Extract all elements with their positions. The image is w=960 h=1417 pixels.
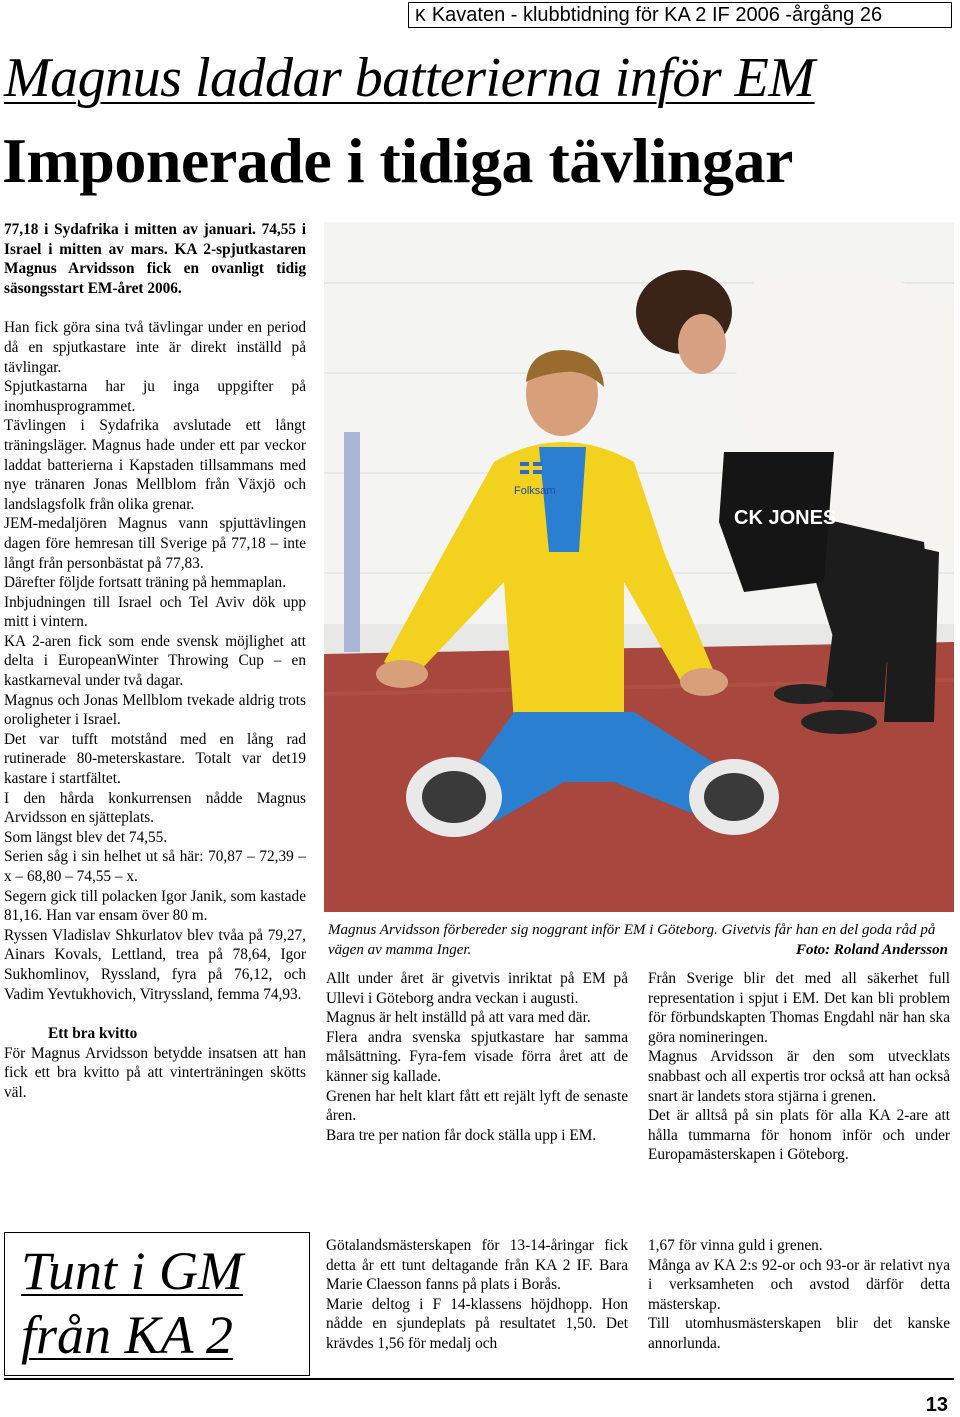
paragraph: Han fick göra sina två tävlingar under en period då en spjutkastare inte är direkt inställd på tävlingar. [4, 319, 306, 376]
paragraph: Det är alltså på sin plats för alla KA 2-are att hålla tummarna för honom inför och under Europamästerskapen i Göteborg. [648, 1107, 950, 1164]
paragraph: Tävlingen i Sydafrika avslutade ett långt träningsläger. Magnus hade under ett par veckor laddat batterierna i Kapstaden tillsammans med nye tränaren Jonas Mellblom från Växjö och landslagsfolk från olika grenar. [4, 417, 306, 513]
bag-text: CK JONES [734, 507, 837, 529]
left-column [4, 220, 306, 1103]
paragraph: Bara tre per nation får dock ställa upp i EM. [326, 1126, 597, 1144]
masthead-letter: K [415, 7, 426, 27]
athlete-photo [324, 222, 954, 912]
paragraph: Ryssen Vladislav Shkurlatov blev tvåa på 79,27, Ainars Kovals, Lettland, trea på 78,64, Igor Sukhomlinov, Ryssland, fyra på 76,12, och Vadim Yevtukhovich, Vitryssland, femma 74,93. [4, 926, 306, 1003]
paragraph: KA 2-aren fick som ende svensk möjlighet att delta i EuropeanWinter Throwing Cup – en kastkarneval under två dagar. [4, 632, 306, 690]
paragraph: Många av KA 2:s 92-or och 93-or är relativt nya i verksamheten och avstod därför detta mästerskap. [648, 1256, 950, 1313]
kicker: Magnus laddar batterierna inför EM [4, 47, 815, 109]
page-number: 13 [925, 1394, 948, 1416]
paragraph: För Magnus Arvidsson betydde insatsen att han fick ett bra kvitto på att vinterträningen skötts väl. [4, 1044, 306, 1101]
gm-middle-column [326, 1236, 628, 1354]
gm-right-column [648, 1236, 950, 1354]
masthead-title: Kavaten - klubbtidning för KA 2 IF 2006 -årgång 26 [431, 4, 883, 26]
subheading: Ett bra kvitto [48, 1025, 138, 1043]
paragraph: Marie deltog i F 14-klassens höjdhopp. Hon nådde en sjundeplats på resultatet 1,50. Det krävdes 1,56 för medalj och [326, 1295, 628, 1352]
gm-headline-box [4, 1232, 310, 1376]
paragraph: Magnus Arvidsson är den som utvecklats snabbast och all expertis tror också att han också snart är landets stora stjärna i grenen. [648, 1048, 950, 1105]
caption-text: Magnus Arvidsson förbereder sig noggrant inför EM i Göteborg. Givetvis får han en del goda råd på vägen av mamma Inger. [328, 922, 936, 958]
bottom-rule [4, 1378, 954, 1380]
headline: Imponerade i tidiga tävlingar [2, 125, 793, 196]
photo-caption [328, 920, 950, 960]
paragraph: Grenen har helt klart fått ett rejält lyft de senaste åren. [326, 1087, 628, 1125]
paragraph: Inbjudningen till Israel och Tel Aviv dök upp mitt i vintern. [4, 593, 306, 631]
photo-illustration [324, 222, 954, 912]
masthead-box [408, 2, 952, 28]
photo-credit: Foto: Roland Andersson [796, 942, 948, 958]
gm-headline-line-2: från KA 2 [21, 1305, 234, 1365]
paragraph: Magnus är helt inställd på att vara med där. [326, 1009, 591, 1027]
middle-column [326, 969, 628, 1145]
paragraph: Serien såg i sin helhet ut så här: 70,87 – 72,39 – x – 68,80 – 74,55 – x. [4, 848, 306, 885]
right-column [648, 969, 950, 1165]
jacket-brand-text: Folksam [514, 485, 556, 497]
lead-paragraph: 77,18 i Sydafrika i mitten av januari. 74,55 i Israel i mitten av mars. KA 2-spjutkastaren Magnus Arvidsson fick en ovanligt tidig säsongsstart EM-året 2006. [4, 221, 306, 297]
paragraph: Därefter följde fortsatt träning på hemmaplan. [4, 574, 287, 592]
paragraph: 1,67 för vinna guld i grenen. [648, 1237, 823, 1254]
paragraph: Det var tufft motstånd med en lång rad rutinerade 80-meterskastare. Totalt var det19 kastare i startfältet. [4, 730, 306, 788]
paragraph: Flera andra svenska spjutkastare har samma målsättning. Fyra-fem visade förra året att de känner sig kallade. [326, 1028, 628, 1085]
gm-headline-line-1: Tunt i GM [21, 1241, 244, 1301]
paragraph: Från Sverige blir det med all säkerhet full representation i spjut i EM. Det kan bli problem för förbundskapten Thomas Engdahl när han ska göra nomineringen. [648, 970, 950, 1046]
paragraph: Segern gick till polacken Igor Janik, som kastade 81,16. Han var ensam över 80 m. [4, 887, 306, 925]
paragraph: I den hårda konkurrensen nådde Magnus Arvidsson en sjätteplats. [4, 789, 306, 827]
paragraph: Till utomhusmästerskapen blir det kanske annorlunda. [648, 1315, 950, 1352]
paragraph: Magnus och Jonas Mellblom tvekade aldrig trots oroligheter i Israel. [4, 691, 306, 729]
paragraph: JEM-medaljören Magnus vann spjuttävlingen dagen före hemresan till Sverige på 77,18 – inte långt från personbästat på 77,83. [4, 515, 306, 572]
paragraph: Götalandsmästerskapen för 13-14-åringar fick detta år ett tunt deltagande från KA 2 IF. Bara Marie Claesson fanns på plats i Borås. [326, 1237, 628, 1294]
paragraph: Spjutkastarna har ju inga uppgifter på inomhusprogrammet. [4, 378, 306, 415]
paragraph: Allt under året är givetvis inriktat på EM på Ullevi i Göteborg andra veckan i augusti. [326, 970, 628, 1007]
paragraph: Som längst blev det 74,55. [4, 828, 168, 846]
